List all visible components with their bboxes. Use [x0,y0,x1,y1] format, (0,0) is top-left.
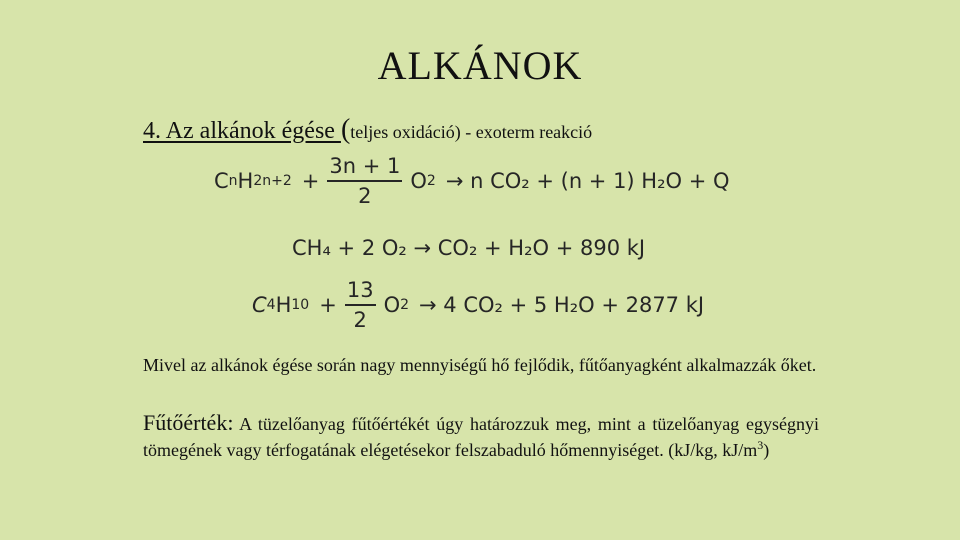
heading-paren: ( [340,114,351,145]
eq-general-o-sub: 2 [426,173,436,189]
eq-butane-c: C [252,293,267,317]
definition-text: A tüzelőanyag fűtőértékét úgy határozzuk meg, mint a tüzelőanyag egységnyi tömegének vagy térfogatának elégetésekor felszabaduló hőmennyiséget. (kJ/kg, kJ/m [143,414,819,460]
heading-subtitle: teljes oxidáció) - exoterm reakció [350,122,593,142]
eq-butane-h: H [275,293,292,317]
eq-general-fraction [327,154,402,208]
eq-methane-text: CH₄ + 2 O₂ → CO₂ + H₂O + 890 kJ [292,236,646,260]
eq-butane-frac-numerator: 13 [346,278,374,302]
equation-butane [252,278,704,332]
eq-butane-rhs: → 4 CO₂ + 5 H₂O + 2877 kJ [419,293,705,317]
eq-general-plus: + [301,169,320,193]
eq-general-o: O [410,169,427,193]
eq-general-c: C [214,169,229,193]
eq-general-frac-denominator: 2 [358,184,372,208]
eq-general-frac-numerator: 3n + 1 [329,154,401,178]
eq-general-rhs: → n CO₂ + (n + 1) H₂O + Q [445,169,730,193]
eq-butane-o: O [383,293,401,317]
eq-general-c-sub: n [228,173,238,189]
heading-main: 4. Az alkánok égése [143,118,341,144]
equation-methane [292,236,645,260]
eq-butane-c-sub: 4 [266,297,276,313]
eq-general-h: H [237,169,254,193]
section-heading [143,114,592,146]
slide-title: ALKÁNOK [377,43,583,88]
eq-general-h-sub: 2n+2 [253,173,292,189]
eq-butane-frac-denominator: 2 [353,308,367,332]
usage-paragraph: Mivel az alkánok égése során nagy mennyiségű hő fejlődik, fűtőanyagként alkalmazzák őket. [143,355,817,375]
eq-butane-h-sub: 10 [291,297,310,313]
equation-general [214,154,730,208]
eq-butane-fraction [345,278,376,332]
definition-term: Fűtőérték: [143,410,234,435]
eq-butane-o-sub: 2 [400,297,410,313]
definition-sup: 3 [757,438,764,452]
definition-paragraph [143,412,819,461]
definition-close: ) [763,440,770,460]
eq-butane-plus: + [319,293,337,317]
